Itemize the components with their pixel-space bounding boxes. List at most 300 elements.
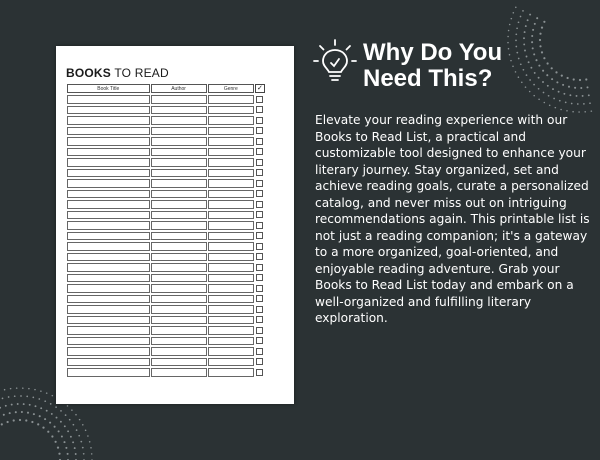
cell-check [255,221,265,230]
decorative-dot [2,398,4,400]
decorative-dot [568,86,570,88]
column-header-book-title: Book Title [67,84,150,93]
cell-genre [208,127,254,136]
cell-author [151,137,207,146]
cell-author [151,347,207,356]
cell-check [255,127,265,136]
cell-title [67,106,150,115]
checkbox-icon [256,96,263,103]
cell-check [255,295,265,304]
lightbulb-icon [312,38,358,84]
cell-author [151,242,207,251]
cell-title [67,148,150,157]
cell-check [255,284,265,293]
decorative-dot [562,84,564,86]
column-header-genre: Genre [208,84,254,93]
decorative-dot [83,453,85,455]
decorative-dot [80,441,82,443]
checkbox-icon [256,148,263,155]
cell-genre [208,106,254,115]
decorative-dot [551,67,553,69]
checkbox-icon [256,201,263,208]
decorative-dot [55,441,57,443]
decorative-dot [547,62,549,64]
decorative-dot [538,65,540,67]
cell-genre [208,190,254,199]
decorative-dot [82,447,84,449]
cell-title [67,368,150,377]
decorative-dot [10,388,12,390]
cell-genre [208,116,254,125]
cell-author [151,284,207,293]
cell-genre [208,326,254,335]
decorative-dot [8,396,10,398]
decorative-dot [531,35,533,37]
table-row [67,358,265,367]
decorative-dot [529,91,531,93]
cell-check [255,200,265,209]
cell-title [67,326,150,335]
cell-genre [208,347,254,356]
decorative-dot [13,419,15,421]
decorative-dot [27,412,29,414]
decorative-dot [523,43,525,45]
decorative-dot [536,17,538,19]
cell-check [255,347,265,356]
cell-check [255,316,265,325]
decorative-dot [515,7,517,9]
decorative-dot [35,405,37,407]
decorative-dot [71,409,73,411]
cell-check [255,232,265,241]
decorative-dot [556,81,558,83]
decorative-dot [39,415,41,417]
decorative-dot [525,86,527,88]
decorative-dot [533,53,535,55]
cell-genre [208,337,254,346]
column-header-author: Author [151,84,207,93]
decorative-dot [543,21,545,23]
decorative-dot [530,67,532,69]
decorative-dot [60,410,62,412]
decorative-dot [574,87,576,89]
decorative-dot [547,85,549,87]
decorative-dot [21,411,23,413]
decorative-dot [51,413,53,415]
cell-check [255,106,265,115]
description-paragraph: Elevate your reading experience with our Books to Read List, a practical and customizable tool designed to enhance your literary journey. Stay organized, set and achieve reading goals, curate a personalized catalog, and never miss out on intriguing recommendations again. This printable list is not just a reading companion; it's a gateway to a more organized, goal-oriented, and enjoyable reading adventure. Grab your Books to Read List today and embark on a well-organized and fulfilling literary exploration. [315,113,590,325]
cell-author [151,116,207,125]
table-row [67,263,265,272]
decorative-dot [551,78,553,80]
cell-title [67,242,150,251]
decorative-dot [532,29,534,31]
cell-check [255,190,265,199]
decorative-dot [42,427,44,429]
cell-author [151,179,207,188]
table-row [67,284,265,293]
checkbox-icon [256,211,263,218]
decorative-dot [26,396,28,398]
headline-bold-word: Why [363,39,414,66]
decorative-dot [33,413,35,415]
decorative-dot [58,453,60,455]
decorative-dot [91,453,93,455]
decorative-dot [40,407,42,409]
decorative-dot [44,400,46,402]
decorative-dot [576,95,578,97]
decorative-dot [538,88,540,90]
cell-genre [208,253,254,262]
decorative-dot [29,404,31,406]
cell-check [255,179,265,188]
table-row [67,179,265,188]
decorative-dot [552,88,554,90]
cell-genre [208,158,254,167]
checkbox-icon [256,190,263,197]
decorative-dot [31,421,33,423]
decorative-dot [515,40,517,42]
decorative-dot [555,107,557,109]
headline-line1-rest: Do You [413,39,503,66]
cell-author [151,232,207,241]
cell-genre [208,358,254,367]
checkbox-icon [256,295,263,302]
decorative-dot [14,395,16,397]
cell-author [151,148,207,157]
decorative-dot [4,389,6,391]
decorative-dot [515,46,517,48]
decorative-dot [67,453,69,455]
decorative-dot [548,95,550,97]
table-row [67,242,265,251]
checkbox-icon [256,127,263,134]
decorative-dot [560,109,562,111]
table-row [67,326,265,335]
cell-title [67,127,150,136]
table-row [67,190,265,199]
decorative-dot [534,23,536,25]
cell-genre [208,232,254,241]
checkbox-icon [256,348,263,355]
cell-genre [208,242,254,251]
cell-genre [208,200,254,209]
books-to-read-sheet [56,46,294,404]
sheet-title-bold: BOOKS [66,66,112,80]
decorative-dot [533,84,535,86]
cell-title [67,284,150,293]
decorative-dot [538,77,540,79]
cell-author [151,263,207,272]
cell-author [151,106,207,115]
decorative-dot [518,76,520,78]
decorative-dot [52,395,54,397]
table-row [67,95,265,104]
cell-genre [208,179,254,188]
cell-title [67,337,150,346]
decorative-dot [89,441,91,443]
decorative-dot [23,403,25,405]
cell-check [255,253,265,262]
cell-author [151,253,207,262]
checkbox-icon [256,253,263,260]
decorative-dot [582,95,584,97]
decorative-dot [583,103,585,105]
decorative-dot [569,94,571,96]
decorative-dot [555,71,557,73]
cell-check [255,137,265,146]
cell-check [255,95,265,104]
decorative-dot [75,453,77,455]
decorative-dot [533,95,535,97]
cell-genre [208,316,254,325]
cell-genre [208,137,254,146]
cell-title [67,358,150,367]
decorative-dot [585,78,587,80]
decorative-dot [563,93,565,95]
cell-title [67,169,150,178]
decorative-dot [531,41,533,43]
checkbox-icon [256,117,263,124]
decorative-dot [507,42,509,44]
cell-check [255,263,265,272]
sheet-title-light: TO READ [111,66,169,80]
decorative-dot [508,30,510,32]
decorative-dot [17,403,19,405]
decorative-dot [509,54,511,56]
table-body [67,95,265,377]
decorative-dot [523,69,525,71]
headline [363,40,502,92]
checkbox-icon [256,306,263,313]
decorative-dot [573,78,575,80]
cell-title [67,263,150,272]
decorative-dot [74,447,76,449]
cell-author [151,295,207,304]
cell-author [151,190,207,199]
decorative-dot [54,426,56,428]
table-row [67,295,265,304]
decorative-dot [90,447,92,449]
decorative-dot [72,441,74,443]
decorative-dot [20,395,22,397]
decorative-dot [539,39,541,41]
table-header-row [67,84,265,93]
decorative-dot [507,36,509,38]
decorative-dot [577,103,579,105]
decorative-dot [3,414,5,416]
cell-title [67,221,150,230]
decorative-dot [16,387,18,389]
decorative-dot [25,419,27,421]
decorative-dot [528,61,530,63]
table-row [67,211,265,220]
decorative-dot [558,91,560,93]
cell-genre [208,263,254,272]
decorative-dot [509,24,511,26]
decorative-dot [515,33,517,35]
checkbox-icon [256,358,263,365]
decorative-dot [67,405,69,407]
decorative-dot [82,424,84,426]
sheet-title [66,66,169,80]
cell-check [255,358,265,367]
headline-line2: Need This? [363,65,493,92]
decorative-dot [526,74,528,76]
cell-author [151,358,207,367]
cell-title [67,232,150,241]
table-row [67,221,265,230]
cell-title [67,274,150,283]
decorative-dot [516,52,518,54]
decorative-dot [67,430,69,432]
decorative-dot [523,37,525,39]
table-row [67,305,265,314]
cell-check [255,274,265,283]
cell-author [151,326,207,335]
table-row [67,347,265,356]
cell-author [151,274,207,283]
decorative-dot [520,63,522,65]
decorative-dot [521,82,523,84]
cell-genre [208,295,254,304]
decorative-dot [70,436,72,438]
decorative-dot [525,25,527,27]
decorative-dot [579,79,581,81]
decorative-dot [78,435,80,437]
decorative-dot [5,405,7,407]
table-row [67,200,265,209]
decorative-dot [46,392,48,394]
decorative-dot [538,99,540,101]
table-row [67,253,265,262]
decorative-dot [28,388,30,390]
cell-author [151,211,207,220]
cell-check [255,116,265,125]
decorative-dot [542,81,544,83]
decorative-dot [561,75,563,77]
decorative-dot [534,72,536,74]
cell-genre [208,221,254,230]
cell-check [255,211,265,220]
decorative-dot [553,98,555,100]
decorative-dot [546,74,548,76]
decorative-dot [34,389,36,391]
decorative-dot [44,418,46,420]
decorative-dot [7,421,9,423]
decorative-dot [85,430,87,432]
cell-genre [208,305,254,314]
decorative-dot [565,102,567,104]
decorative-dot [571,103,573,105]
decorative-dot [588,94,590,96]
checkbox-icon [256,316,263,323]
cell-genre [208,274,254,283]
decorative-dot [38,398,40,400]
cell-title [67,137,150,146]
cell-title [67,179,150,188]
cell-genre [208,148,254,157]
cell-check [255,305,265,314]
decorative-dot [520,16,522,18]
table-row [67,158,265,167]
cell-title [67,158,150,167]
decorative-dot [11,404,13,406]
decorative-dot [76,429,78,431]
cell-author [151,221,207,230]
decorative-dot [60,421,62,423]
cell-author [151,368,207,377]
decorative-dot [580,87,582,89]
decorative-dot [535,59,537,61]
decorative-dot [512,66,514,68]
decorative-dot [57,447,59,449]
decorative-dot [51,435,53,437]
cell-check [255,148,265,157]
table-row [67,368,265,377]
decorative-dot [511,18,513,20]
decorative-dot [50,403,52,405]
decorative-dot [539,45,541,47]
decorative-dot [55,406,57,408]
decorative-dot [508,48,510,50]
table-row [67,274,265,283]
decorative-dot [9,412,11,414]
decorative-dot [543,92,545,94]
decorative-dot [518,21,520,23]
decorative-dot [515,71,517,73]
table-row [67,337,265,346]
table-row [67,116,265,125]
cell-title [67,305,150,314]
decorative-dot [516,27,518,29]
cell-title [67,211,150,220]
decorative-dot [541,27,543,29]
decorative-dot [513,12,515,14]
decorative-dot [510,60,512,62]
decorative-dot [1,423,3,425]
decorative-dot [47,431,49,433]
decorative-dot [518,58,520,60]
cell-author [151,95,207,104]
decorative-dot [529,14,531,16]
decorative-dot [15,411,17,413]
checkbox-icon [256,337,263,344]
decorative-dot [524,31,526,33]
checkbox-icon [256,222,263,229]
decorative-dot [541,51,543,53]
cell-title [67,190,150,199]
checkbox-icon [256,138,263,145]
cell-check [255,326,265,335]
decorative-dot [567,77,569,79]
cell-genre [208,368,254,377]
table-row [67,137,265,146]
checkbox-icon [256,180,263,187]
decorative-dot [589,102,591,104]
decorative-dot [37,423,39,425]
decorative-dot [539,33,541,35]
cell-author [151,200,207,209]
decorative-dot [63,441,65,443]
cell-check [255,169,265,178]
table-row [67,232,265,241]
cell-title [67,253,150,262]
reading-list-table [66,82,266,379]
decorative-dot [56,417,58,419]
decorative-dot [526,56,528,58]
cell-author [151,127,207,136]
